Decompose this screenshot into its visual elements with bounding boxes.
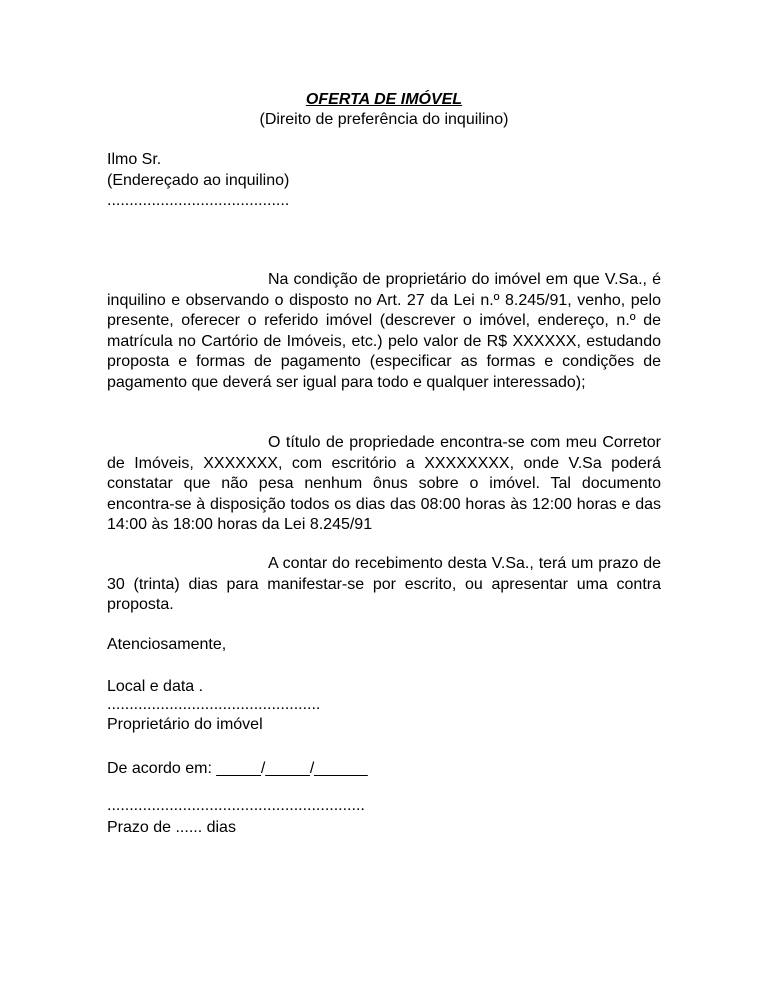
local-date: Local e data . <box>107 678 204 695</box>
addressed-to: (Endereçado ao inquilino) <box>107 171 290 189</box>
owner-signature-line: ................................................ <box>107 696 321 713</box>
paragraph-offer-text: Na condição de proprietário do imóvel em que V.Sa., é inquilino e observando o disposto no Art. 27 da Lei n.º 8.245/91, venho, pelo presente, oferecer o referido imóvel (descrever o imóvel, endereço, n.º de matrícula no Cartório de Imóveis, etc.) pelo valor de R$ XXXXXX, estudando proposta e formas de pagamento (especificar as formas e condições de pagamento que deverá ser igual para todo e qualquer interessado); <box>107 271 661 391</box>
paragraph-title-deed <box>107 433 661 536</box>
salutation: Ilmo Sr. <box>107 151 162 168</box>
document-subtitle: (Direito de preferência do inquilino) <box>259 111 509 128</box>
agreement-label: De acordo em: <box>107 760 212 777</box>
paragraph-deadline <box>107 554 661 616</box>
agreement-line <box>107 759 661 780</box>
document-title: OFERTA DE IMÓVEL <box>305 91 463 108</box>
owner-label: Proprietário do imóvel <box>107 716 263 733</box>
deadline-days: Prazo de ...... dias <box>107 819 236 836</box>
closing: Atenciosamente, <box>107 636 227 653</box>
addressee-blank-line: ......................................... <box>107 192 290 209</box>
agreement-date-blank: _____/_____/______ <box>216 760 368 777</box>
paragraph-offer <box>107 270 661 393</box>
addressee-block <box>107 150 661 212</box>
paragraph-deadline-text: A contar do recebimento desta V.Sa., terá um prazo de 30 (trinta) dias para manifestar-se por escrito, ou apresentar uma contra proposta. <box>107 555 661 613</box>
tenant-signature-line: .......................................................... <box>107 797 365 814</box>
paragraph-title-deed-text: O título de propriedade encontra-se com meu Corretor de Imóveis, XXXXXXX, com escritório a XXXXXXXX, onde V.Sa poderá constatar que não pesa nenhum ônus sobre o imóvel. Tal documento encontra-se à disposição todos os dias das 08:00 horas às 12:00 horas e das 14:00 às 18:00 horas da Lei 8.245/91 <box>107 434 661 533</box>
